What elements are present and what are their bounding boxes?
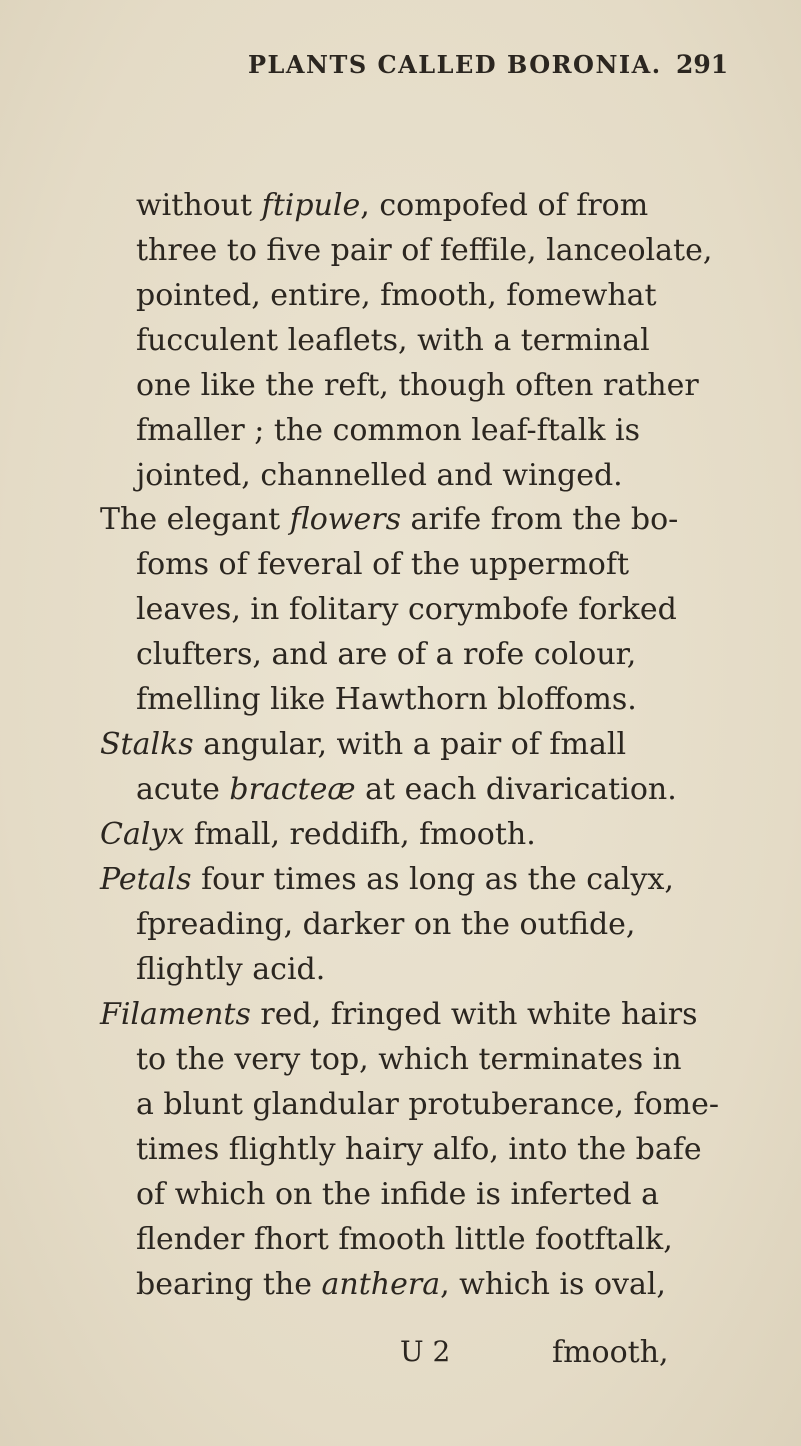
text-line-11: clufters, and are of a rofe colour, — [136, 637, 637, 672]
text-line-13: Stalks angular, with a pair of fmall — [100, 727, 627, 762]
text-line-17: fpreading, darker on the outfide, — [136, 907, 636, 942]
text-line-19: Filaments red, fringed with white hairs — [100, 997, 698, 1032]
signature-mark: U 2 — [400, 1335, 451, 1368]
text-line-5: one like the reft, though often rather — [136, 368, 699, 403]
text-line-12: fmelling like Hawthorn bloffoms. — [136, 682, 637, 717]
text-line-7: jointed, channelled and winged. — [136, 458, 623, 493]
text-line-14: acute bracteæ at each divarication. — [136, 772, 677, 807]
text-line-16: Petals four times as long as the calyx, — [100, 862, 674, 897]
text-line-10: leaves, in folitary corymbofe forked — [136, 592, 677, 627]
text-line-15: Calyx fmall, reddifh, fmooth. — [100, 817, 536, 852]
text-line-3: pointed, entire, fmooth, fomewhat — [136, 278, 657, 313]
text-line-2: three to five pair of feffile, lanceolate, — [136, 233, 713, 268]
text-line-25: bearing the anthera, which is oval, — [136, 1267, 666, 1302]
page-footer — [0, 1335, 801, 1375]
text-line-4: fucculent leaflets, with a terminal — [136, 323, 650, 358]
text-line-22: times flightly hairy alfo, into the bafe — [136, 1132, 702, 1167]
text-line-18: flightly acid. — [136, 952, 326, 987]
text-line-9: foms of feveral of the uppermoft — [136, 547, 630, 582]
text-line-1: without ftipule, compofed of from — [136, 188, 649, 223]
text-line-23: of which on the infide is inferted a — [136, 1177, 660, 1212]
text-line-20: to the very top, which terminates in — [136, 1042, 682, 1077]
text-line-8: The elegant flowers arife from the bo- — [100, 502, 679, 537]
text-line-21: a blunt glandular protuberance, fome- — [136, 1087, 719, 1122]
running-title: PLANTS CALLED BORONIA. — [248, 50, 662, 79]
page-number: 291 — [676, 50, 729, 79]
page-header — [0, 50, 801, 90]
text-line-24: flender fhort fmooth little footftalk, — [136, 1222, 673, 1257]
catchword: fmooth, — [552, 1335, 669, 1370]
text-line-6: fmaller ; the common leaf-ftalk is — [136, 413, 640, 448]
